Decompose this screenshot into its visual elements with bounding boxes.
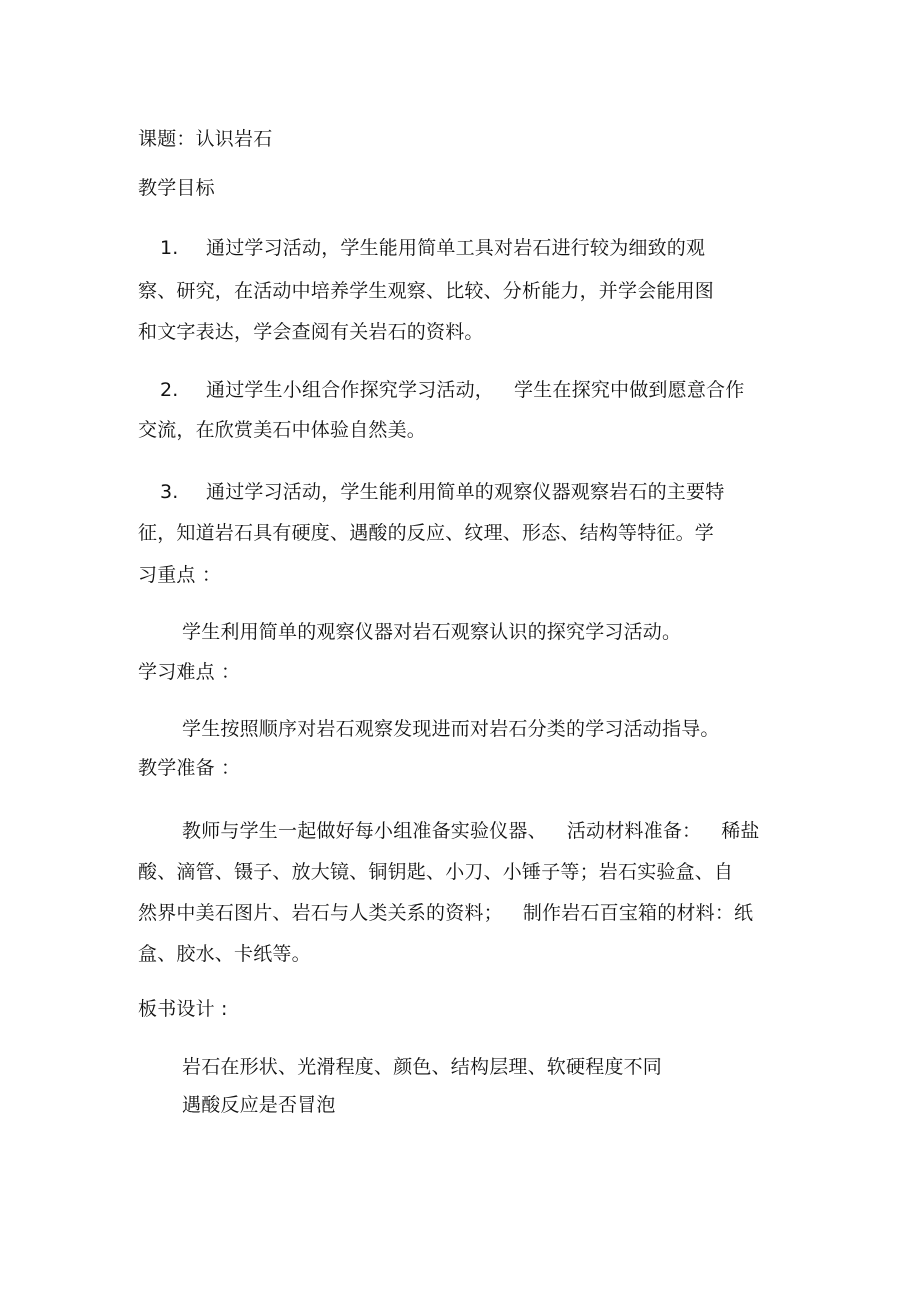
objective-3-text-1: 通过学习活动，学生能利用简单的观察仪器观察岩石的主要特 [206,481,725,503]
objective-1-line-1 [160,236,705,260]
objective-1-number: 1. [160,237,179,259]
objective-3-number: 3. [160,481,179,503]
objective-1-line-2: 察、研究，在活动中培养学生观察、比较、分析能力，并学会能用图 [138,280,715,302]
difficulty-heading: 学习难点 ： [138,661,241,683]
preparation-line-4: 盒、胶水、卡纸等。 [138,943,311,965]
objective-1-text-1: 通过学习活动，学生能用简单工具对岩石进行较为细致的观 [206,237,706,259]
objectives-heading: 教学目标 [138,177,215,199]
board-heading: 板书设计 : [138,998,228,1020]
objective-3-line-1 [160,480,724,504]
objective-2-text-1b: 学生在探究中做到愿意合作 [514,379,745,401]
objective-3-line-3: 习重点 ： [138,564,222,586]
preparation-line-3 [138,901,753,925]
preparation-line-2: 酸、滴管、镊子、放大镜、铜钥匙、小刀、小锤子等；岩石实验盒、自 [138,861,734,883]
board-line-1: 岩石在形状、光滑程度、颜色、结构层理、软硬程度不同 [182,1056,663,1078]
board-line-2: 遇酸反应是否冒泡 [182,1094,336,1116]
objective-2-number: 2. [160,379,179,401]
objective-2-line-2: 交流，在欣赏美石中体验自然美。 [138,419,427,441]
preparation-text-1c: 稀盐 [721,820,760,842]
objective-2-text-1a: 通过学生小组合作探究学习活动， [206,379,495,401]
preparation-text-1b: 活动材料准备： [566,820,702,842]
preparation-text-1a: 教师与学生一起做好每小组准备实验仪器、 [182,820,547,842]
preparation-heading: 教学准备 ： [138,757,241,779]
objective-1-line-3: 和文字表达，学会查阅有关岩石的资料。 [138,321,484,343]
objective-3-line-2: 征，知道岩石具有硬度、遇酸的反应、纹理、形态、结构等特征。学 [138,522,715,544]
preparation-text-3b: 制作岩石百宝箱的材料：纸 [522,902,754,924]
lesson-title: 课题：认识岩石 [138,128,273,150]
key-point-text: 学生利用简单的观察仪器对岩石观察认识的探究学习活动。 [182,621,682,643]
difficulty-text: 学生按照顺序对岩石观察发现进而对岩石分类的学习活动指导。 [182,718,720,740]
preparation-line-1 [182,819,760,843]
objective-2-line-1 [160,378,744,402]
preparation-text-3a: 然界中美石图片、岩石与人类关系的资料； [138,902,503,924]
